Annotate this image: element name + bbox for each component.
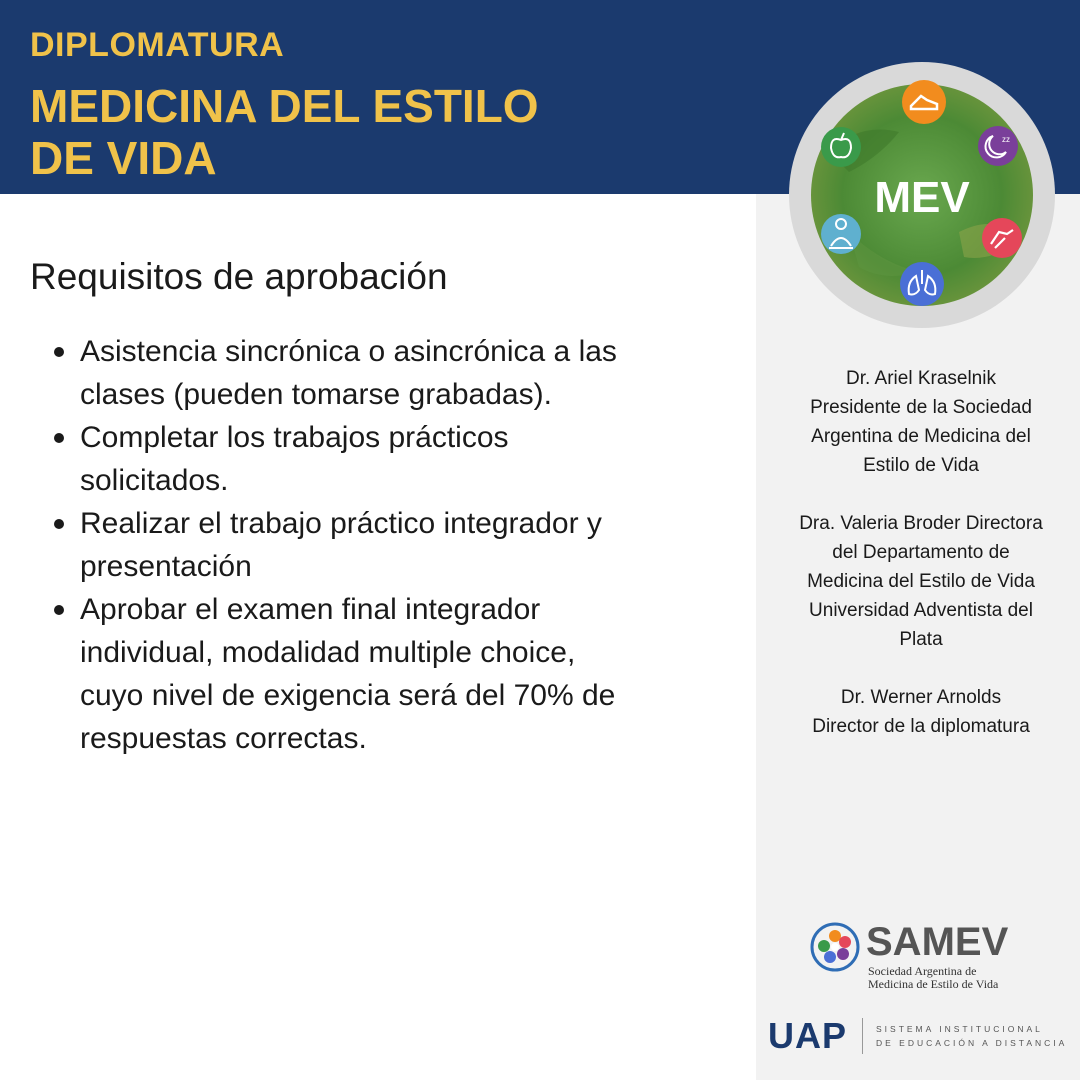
person-role: del Departamento de	[832, 542, 1010, 563]
person-name: Dr. Ariel Kraselnik	[846, 368, 996, 389]
running-shoe-icon	[902, 80, 946, 124]
person-role: Universidad Adventista del	[809, 600, 1033, 621]
mev-logo	[789, 62, 1055, 328]
person-name: Dr. Werner Arnolds	[840, 687, 1002, 708]
uap-subtitle-line: DE EDUCACIÓN A DISTANCIA	[876, 1038, 1068, 1048]
list-item-line: Asistencia sincrónica o asincrónica a las	[80, 335, 617, 368]
person-name: Dra. Valeria Broder Directora	[799, 513, 1043, 534]
list-item	[80, 330, 770, 416]
sleep-moon-icon	[978, 126, 1018, 166]
list-item	[80, 416, 770, 502]
person-kraselnik	[762, 364, 1080, 480]
samev-subtitle	[868, 965, 998, 991]
kicker-text: DIPLOMATURA	[30, 26, 285, 64]
uap-name: UAP	[768, 1015, 848, 1056]
requirements-list	[30, 330, 770, 760]
person-role: Plata	[899, 629, 943, 650]
list-item-line: Completar los trabajos prácticos	[80, 421, 509, 454]
uap-divider	[862, 1018, 863, 1054]
person-role: Estilo de Vida	[863, 455, 979, 476]
list-item-line: Realizar el trabajo práctico integrador y	[80, 507, 602, 540]
section-title: Requisitos de aprobación	[30, 256, 448, 297]
list-item	[80, 502, 770, 588]
handshake-icon	[982, 218, 1022, 258]
samev-flower-icon	[810, 922, 860, 972]
person-broder	[762, 509, 1080, 654]
uap-logo	[768, 1015, 1073, 1060]
list-item	[80, 588, 770, 760]
person-arnolds	[762, 683, 1080, 741]
samev-logo	[810, 920, 1070, 995]
list-item-line: individual, modalidad multiple choice,	[80, 636, 576, 669]
meditation-person-icon	[821, 214, 861, 254]
person-role: Presidente de la Sociedad	[810, 397, 1032, 418]
person-role: Medicina del Estilo de Vida	[807, 571, 1035, 592]
list-item-line: Aprobar el examen final integrador	[80, 593, 541, 626]
uap-subtitle	[876, 1022, 1067, 1050]
faculty-list	[762, 364, 1080, 770]
svg-text:zz: zz	[1002, 135, 1010, 144]
title-line-2: DE VIDA	[30, 132, 217, 184]
samev-subtitle-line: Sociedad Argentina de	[868, 964, 977, 978]
list-item-line: respuestas correctas.	[80, 722, 367, 755]
list-item-line: solicitados.	[80, 464, 229, 497]
uap-subtitle-line: SISTEMA INSTITUCIONAL	[876, 1024, 1043, 1034]
list-item-line: presentación	[80, 550, 252, 583]
logo-text: MEV	[874, 173, 970, 222]
apple-icon	[821, 127, 861, 167]
lungs-icon	[900, 262, 944, 306]
page-title	[30, 80, 630, 184]
samev-subtitle-line: Medicina de Estilo de Vida	[868, 977, 999, 991]
samev-name: SAMEV	[866, 920, 1009, 964]
title-line-1: MEDICINA DEL ESTILO	[30, 80, 539, 132]
person-role: Argentina de Medicina del	[811, 426, 1031, 447]
list-item-line: cuyo nivel de exigencia será del 70% de	[80, 679, 616, 712]
list-item-line: clases (pueden tomarse grabadas).	[80, 378, 552, 411]
person-role: Director de la diplomatura	[812, 716, 1030, 737]
